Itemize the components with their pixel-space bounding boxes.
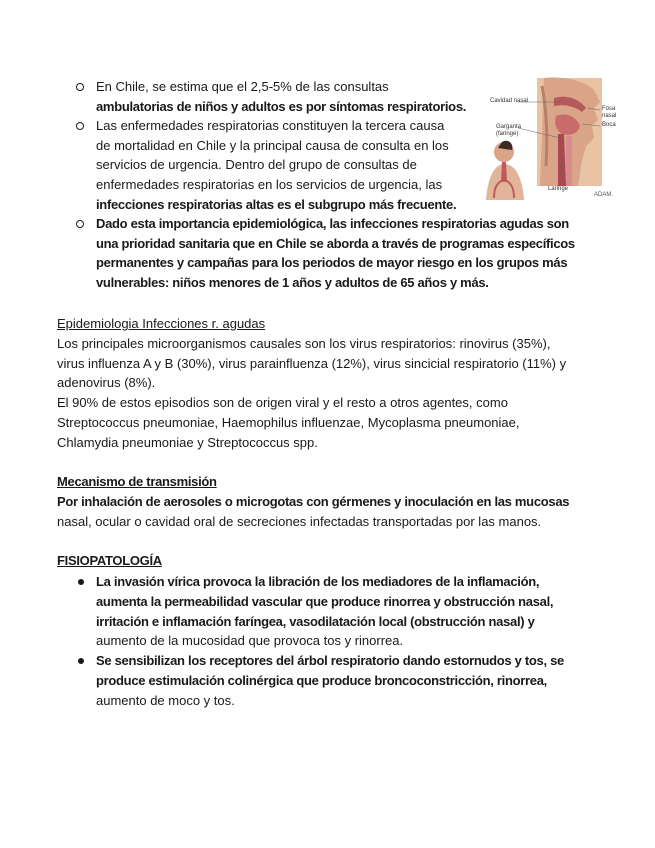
epidemiology-line-3: adenovirus (8%). xyxy=(57,375,156,391)
intro-item-3-line-1: Dado esta importancia epidemiológica, las infecciones respiratorias agudas son xyxy=(96,216,569,232)
epidemiology-line-1: Los principales microorganismos causales son los virus respiratorios: rinovirus (35%), xyxy=(57,335,551,351)
label-nose: Fosa nasal xyxy=(602,106,617,119)
patho-item-1-line-3: irritación e inflamación faríngea, vasodilatación local (obstrucción nasal) y xyxy=(96,613,535,629)
epidemiology-line-4: El 90% de estos episodios son de origen viral y el resto a otros agentes, como xyxy=(57,395,508,411)
adam-brand-logo: ADAM. xyxy=(594,192,614,198)
label-nasal-cavity: Cavidad nasal xyxy=(490,98,529,104)
intro-item-2-line-1: Las enfermedades respiratorias constituyen la tercera causa xyxy=(96,118,445,134)
circle-bullet-icon xyxy=(76,122,84,130)
intro-item-2-line-3: servicios de urgencia. Dentro del grupo de consultas de xyxy=(96,157,417,173)
epidemiology-line-6: Chlamydia pneumoniae y Streptococcus spp. xyxy=(57,434,318,450)
epidemiology-heading: Epidemiologia Infecciones r. agudas xyxy=(57,316,266,331)
label-pharynx: Garganta (faringe) xyxy=(496,124,522,137)
intro-item-2-line-2: de mortalidad en Chile y la principal causa de consulta en los xyxy=(96,137,449,153)
intro-item-2-line-5: infecciones respiratorias altas es el subgrupo más frecuente. xyxy=(96,196,457,212)
transmission-heading: Mecanismo de transmisión xyxy=(57,474,217,489)
intro-item-2-line-4: enfermedades respiratorias en los servicios de urgencia, las xyxy=(96,176,443,192)
epidemiology-line-5: Streptococcus pneumoniae, Haemophilus influenzae, Mycoplasma pneumoniae, xyxy=(57,414,520,430)
anatomy-illustration xyxy=(482,76,612,202)
pathophysiology-item-1 xyxy=(76,572,576,651)
patho-item-2-line-1: Se sensibilizan los receptores del árbol respiratorio dando estornudos y tos, se xyxy=(96,653,564,669)
epidemiology-line-2: virus influenza A y B (30%), virus parainfluenza (12%), virus sincicial respiratorio (11%) y xyxy=(57,355,567,371)
intro-item-1-line-2: ambulatorias de niños y adultos es por síntomas respiratorios. xyxy=(96,98,467,114)
intro-item-3-line-3: permanentes y campañas para los periodos de mayor riesgo en los grupos más xyxy=(96,255,568,271)
patho-item-1-line-1: La invasión vírica provoca la libración de los mediadores de la inflamación, xyxy=(96,574,540,589)
pathophysiology-item-2 xyxy=(76,651,576,710)
circle-bullet-icon xyxy=(76,83,84,91)
transmission-line-1: Por inhalación de aerosoles o microgotas con gérmenes y inoculación en las mucosas xyxy=(57,493,570,509)
person-trachea xyxy=(501,162,507,182)
intro-item-3-line-2: una prioridad sanitaria que en Chile se aborda a través de programas específicos xyxy=(96,235,575,251)
transmission-section xyxy=(57,472,597,531)
intro-item-1-line-1: En Chile, se estima que el 2,5-5% de las consultas xyxy=(96,79,389,94)
pathophysiology-heading: FISIOPATOLOGÍA xyxy=(57,553,162,568)
intro-item-3 xyxy=(76,214,601,292)
intro-item-1 xyxy=(76,77,486,116)
epidemiology-section xyxy=(57,314,597,453)
label-larynx: Laringe xyxy=(548,186,569,192)
respiratory-anatomy-figure xyxy=(482,76,617,202)
intro-item-2 xyxy=(76,116,486,214)
circle-bullet-icon xyxy=(76,220,84,228)
patho-item-2-line-3: aumento de moco y tos. xyxy=(96,692,235,708)
label-mouth: Boca xyxy=(602,122,616,128)
bullet-dot-icon xyxy=(78,579,84,585)
pathophysiology-list xyxy=(76,572,576,711)
pathophysiology-section xyxy=(57,551,597,571)
patho-item-1-line-4: aumento de la mucosidad que provoca tos y rinorrea. xyxy=(96,633,404,649)
patho-item-1-line-2: aumenta la permeabilidad vascular que produce rinorrea y obstrucción nasal, xyxy=(96,593,554,609)
bullet-dot-icon xyxy=(78,658,84,664)
larynx-shape xyxy=(566,136,572,186)
transmission-line-2: nasal, ocular o cavidad oral de secreciones infectadas transportadas por las manos. xyxy=(57,513,542,529)
intro-item-3-line-4: vulnerables: niños menores de 1 años y adultos de 65 años y más. xyxy=(96,274,489,290)
patho-item-2-line-2: produce estimulación colinérgica que produce broncoconstricción, rinorrea, xyxy=(96,672,547,688)
